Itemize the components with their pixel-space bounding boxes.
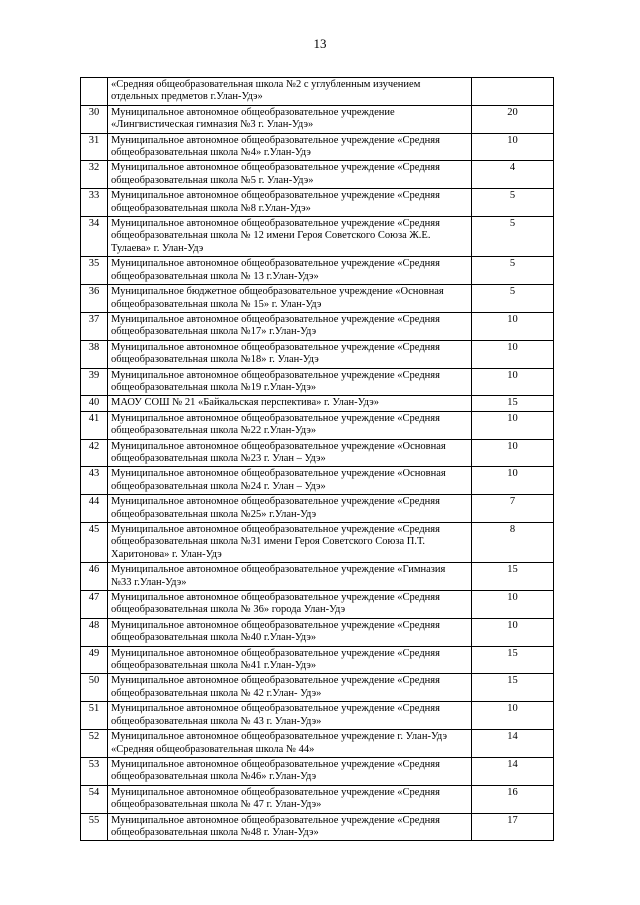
school-name: Муниципальное автономное общеобразовательное учреждение «Средняя общеобразовательная школа № 13 г.Улан-Удэ» [108,257,472,285]
table-row [81,467,554,495]
table-row [81,618,554,646]
row-number: 31 [81,133,108,161]
quota-value: 16 [472,785,554,813]
quota-value: 10 [472,312,554,340]
school-name: Муниципальное автономное общеобразовательное учреждение «Средняя общеобразовательная школа №31 имени Героя Советского Союза П.Т. Харитонова» г. Улан-Удэ [108,523,472,563]
quota-value: 10 [472,411,554,439]
row-number: 52 [81,730,108,758]
table-row [81,785,554,813]
quota-value: 14 [472,730,554,758]
row-number: 55 [81,813,108,841]
school-name: Муниципальное автономное общеобразовательное учреждение «Средняя общеобразовательная школа № 43 г. Улан-Удэ» [108,702,472,730]
quota-value: 10 [472,368,554,396]
quota-value: 10 [472,133,554,161]
school-name: «Средняя общеобразовательная школа №2 с углубленным изучением отдельных предметов г.Улан-Удэ» [108,78,472,106]
quota-value: 5 [472,285,554,313]
school-name: Муниципальное автономное общеобразовательное учреждение «Средняя общеобразовательная школа №17» г.Улан-Удэ [108,312,472,340]
quota-value: 7 [472,495,554,523]
table-row [81,591,554,619]
school-name: Муниципальное автономное общеобразовательное учреждение «Средняя общеобразовательная школа №41 г.Улан-Удэ» [108,646,472,674]
quota-value: 10 [472,702,554,730]
school-name: Муниципальное автономное общеобразовательное учреждение «Средняя общеобразовательная школа № 12 имени Героя Советского Союза Ж.Е. Тулаева» г. Улан-Удэ [108,217,472,257]
row-number: 40 [81,396,108,411]
table-row [81,674,554,702]
row-number: 34 [81,217,108,257]
row-number: 37 [81,312,108,340]
table-row [81,285,554,313]
page-number: 13 [313,36,327,51]
row-number: 43 [81,467,108,495]
school-name: Муниципальное автономное общеобразовательное учреждение «Средняя общеобразовательная школа №48 г. Улан-Удэ» [108,813,472,841]
quota-value: 14 [472,757,554,785]
table-row [81,563,554,591]
quota-value: 15 [472,646,554,674]
row-number: 42 [81,439,108,467]
school-name: Муниципальное автономное общеобразовательное учреждение «Средняя общеобразовательная школа №19 г.Улан-Удэ» [108,368,472,396]
table-row [81,730,554,758]
quota-value: 15 [472,396,554,411]
quota-value: 15 [472,563,554,591]
school-name: Муниципальное автономное общеобразовательное учреждение «Средняя общеобразовательная школа № 42 г.Улан- Удэ» [108,674,472,702]
table-row [81,217,554,257]
row-number: 30 [81,105,108,133]
quota-value: 10 [472,439,554,467]
table-row [81,495,554,523]
table-row [81,702,554,730]
table-row [81,78,554,106]
table-row [81,133,554,161]
table-row [81,523,554,563]
table-row [81,368,554,396]
row-number: 48 [81,618,108,646]
quota-value: 5 [472,189,554,217]
quota-value: 20 [472,105,554,133]
quota-value: 4 [472,161,554,189]
table-row [81,189,554,217]
row-number: 46 [81,563,108,591]
school-name: Муниципальное автономное общеобразовательное учреждение «Основная общеобразовательная школа №24 г. Улан – Удэ» [108,467,472,495]
school-name: Муниципальное бюджетное общеобразовательное учреждение «Основная общеобразовательная школа № 15» г. Улан-Удэ [108,285,472,313]
quota-value [472,78,554,106]
row-number: 44 [81,495,108,523]
quota-value: 10 [472,340,554,368]
school-name: Муниципальное автономное общеобразовательное учреждение «Основная общеобразовательная школа №23 г. Улан – Удэ» [108,439,472,467]
quota-value: 17 [472,813,554,841]
quota-value: 15 [472,674,554,702]
quota-value: 10 [472,467,554,495]
table-row [81,411,554,439]
school-name: Муниципальное автономное общеобразовательное учреждение «Средняя общеобразовательная школа №18» г. Улан-Удэ [108,340,472,368]
row-number: 50 [81,674,108,702]
table-row [81,161,554,189]
quota-value: 5 [472,257,554,285]
schools-table-body [81,78,554,841]
table-row [81,312,554,340]
school-name: Муниципальное автономное общеобразовательное учреждение «Средняя общеобразовательная школа №22 г.Улан-Удэ» [108,411,472,439]
school-name: Муниципальное автономное общеобразовательное учреждение «Лингвистическая гимназия №3 г. Улан-Удэ» [108,105,472,133]
school-name: Муниципальное автономное общеобразовательное учреждение «Гимназия №33 г.Улан-Удэ» [108,563,472,591]
row-number: 54 [81,785,108,813]
row-number: 41 [81,411,108,439]
row-number: 47 [81,591,108,619]
table-row [81,340,554,368]
table-row [81,396,554,411]
school-name: Муниципальное автономное общеобразовательное учреждение «Средняя общеобразовательная школа № 36» города Улан-Удэ [108,591,472,619]
row-number: 53 [81,757,108,785]
table-row [81,105,554,133]
schools-table [80,77,554,841]
row-number: 38 [81,340,108,368]
quota-value: 10 [472,618,554,646]
school-name: Муниципальное автономное общеобразовательное учреждение г. Улан-Удэ «Средняя общеобразовательная школа № 44» [108,730,472,758]
school-name: Муниципальное автономное общеобразовательное учреждение «Средняя общеобразовательная школа №40 г.Улан-Удэ» [108,618,472,646]
school-name: Муниципальное автономное общеобразовательное учреждение «Средняя общеобразовательная школа №5 г. Улан-Удэ» [108,161,472,189]
row-number: 32 [81,161,108,189]
row-number: 36 [81,285,108,313]
quota-value: 5 [472,217,554,257]
row-number: 49 [81,646,108,674]
table-row [81,813,554,841]
school-name: Муниципальное автономное общеобразовательное учреждение «Средняя общеобразовательная школа №4» г.Улан-Удэ [108,133,472,161]
row-number: 45 [81,523,108,563]
table-row [81,646,554,674]
school-name: Муниципальное автономное общеобразовательное учреждение «Средняя общеобразовательная школа №25» г.Улан-Удэ [108,495,472,523]
quota-value: 10 [472,591,554,619]
row-number: 51 [81,702,108,730]
table-row [81,257,554,285]
row-number: 33 [81,189,108,217]
table-row [81,439,554,467]
table-row [81,757,554,785]
row-number [81,78,108,106]
school-name: Муниципальное автономное общеобразовательное учреждение «Средняя общеобразовательная школа №46» г.Улан-Удэ [108,757,472,785]
school-name: МАОУ СОШ № 21 «Байкальская перспектива» г. Улан-Удэ» [108,396,472,411]
quota-value: 8 [472,523,554,563]
row-number: 39 [81,368,108,396]
school-name: Муниципальное автономное общеобразовательное учреждение «Средняя общеобразовательная школа № 47 г. Улан-Удэ» [108,785,472,813]
row-number: 35 [81,257,108,285]
school-name: Муниципальное автономное общеобразовательное учреждение «Средняя общеобразовательная школа №8 г.Улан-Удэ» [108,189,472,217]
